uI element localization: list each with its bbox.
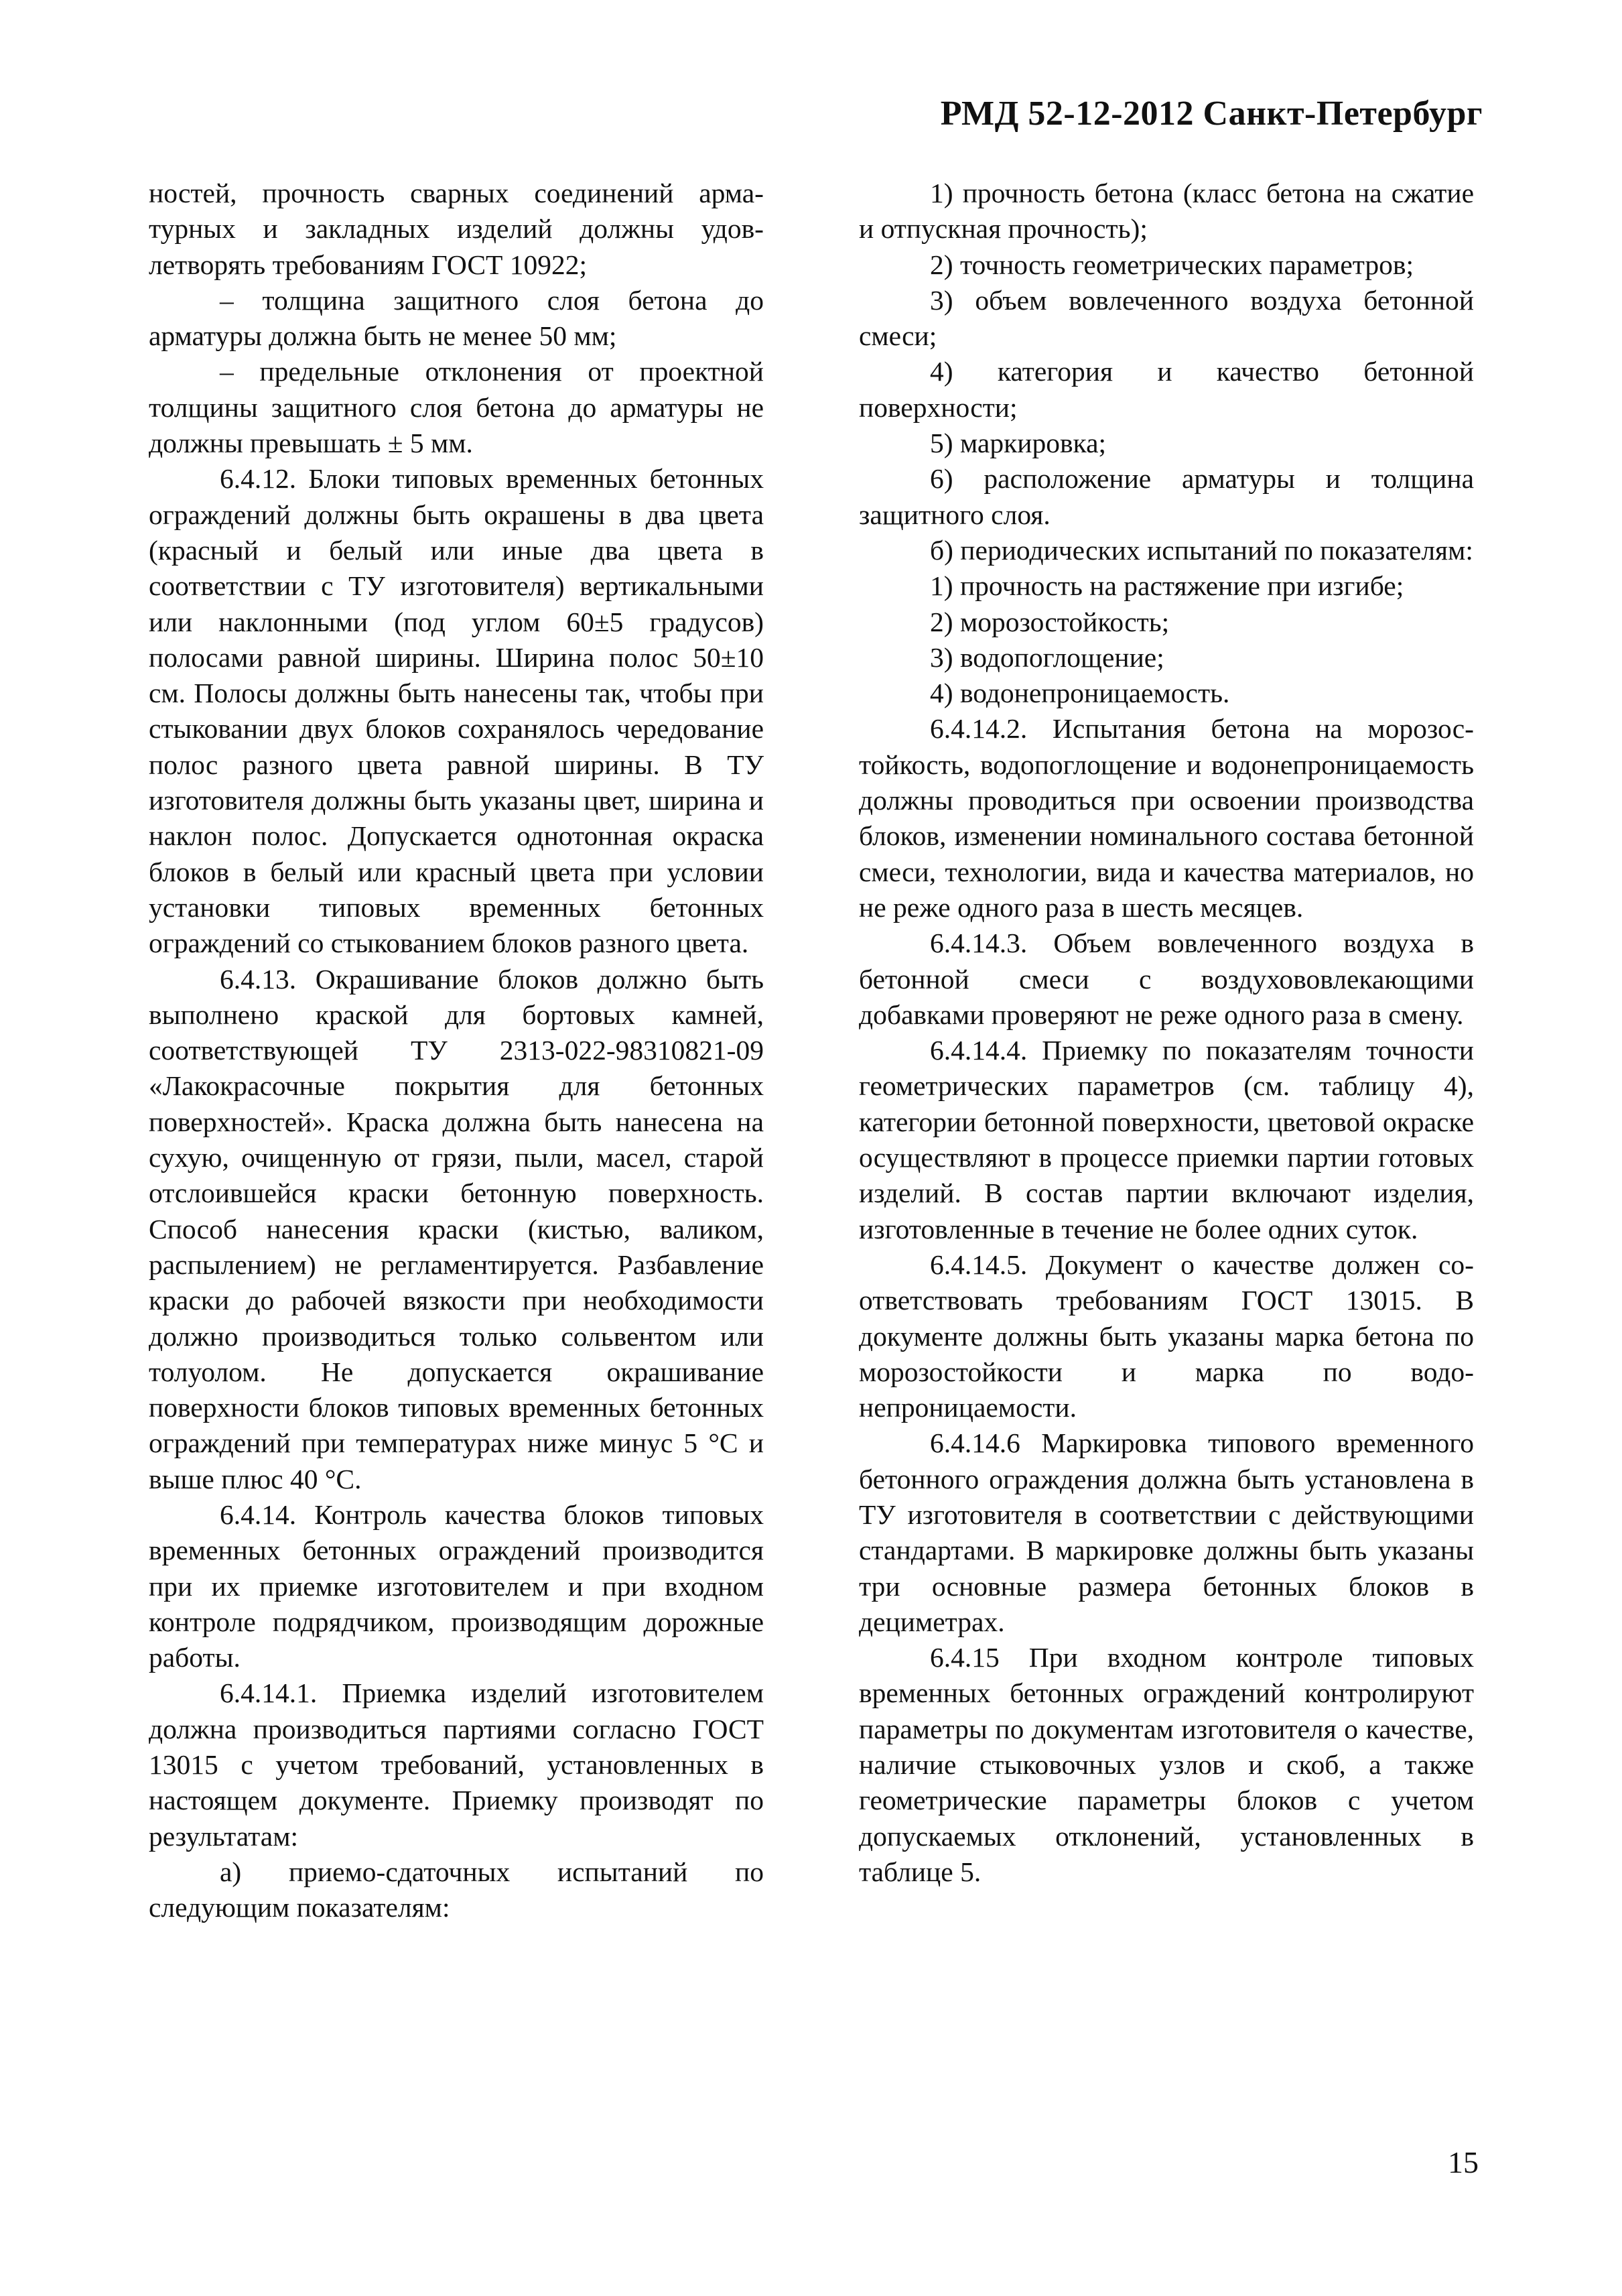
paragraph-6-4-14-4: 6.4.14.4. Приемку по показателям точности геометрических параметров (см. таблицу 4), категории бетонной поверхности, цветовой окраске осуществляют в процессе приемки партии готовых изделий. В состав партии включают изделия, изготовленные в течение не более одних суток. (859, 1035, 1474, 1245)
paragraph-6-4-12: 6.4.12. Блоки типовых временных бетонных ограждений должны быть окрашены в два цвета (красный и белый или иные два цвета в соответствии с ТУ изготовителя) вертикальными или наклонными (под углом 60±5 градусов) полосами равной ширины. Ширина полос 50±10 см. Полосы должны быть нанесены так, чтобы при стыковании двух блоков сохранялось чередование полос разного цвета равной ширины. В ТУ изготовителя должны быть указаны цвет, ширина и наклон полос. Допускается однотонная окраска блоков в белый или красный цвета при условии установки типовых временных бетонных ограждений со стыкованием блоков разного цвета. (149, 463, 764, 959)
list-item: 3) водопоглощение; (930, 641, 1164, 673)
list-item: 5) маркировка; (930, 428, 1107, 459)
paragraph-6-4-15: 6.4.15 При входном контроле типовых временных бетонных ограждений контролируют параметры по документам изготовителя о качестве, наличие стыковочных узлов и скоб, а также геометрические параметры блоков с учетом допускаемых отклонений, установленных в таблице 5. (859, 1642, 1474, 1887)
list-item: 4) категория и качество бетонной поверхности; (859, 356, 1474, 423)
paragraph-6-4-13: 6.4.13. Окрашивание блоков должно быть выполнено краской для бортовых камней, соответствующей ТУ 2313-022-98310821-09 «Лакокрасочные покрытия для бетонных поверхностей». Краска должна быть нанесена на сухую, очищенную от грязи, пыли, масел, старой отслоившейся краски бетонную поверхность. Способ нанесения краски (кистью, валиком, распылением) не регламентируется. Разбавление краски до рабочей вязкости при необходимости должно производиться только сольвентом или толуолом. Не допускается окрашивание поверхности блоков типовых временных бетонных ограждений при температурах ниже минус 5 °С и выше плюс 40 °С. (149, 963, 764, 1494)
paragraph: ностей, прочность сварных соединений арматурных и закладных изделий должны удовлетворять требованиям ГОСТ 10922; (149, 178, 764, 280)
list-item: 3) объем вовлеченного воздуха бетонной смеси; (859, 284, 1474, 352)
list-item: 4) водонепроницаемость. (930, 678, 1230, 709)
paragraph-6-4-14-1: 6.4.14.1. Приемка изделий изготовителем должна производиться партиями согласно ГОСТ 13015 с учетом требований, установленных в настоящем документе. Приемку производят по результатам: (149, 1677, 764, 1852)
paragraph-6-4-14-6: 6.4.14.6 Маркировка типового временного бетонного ограждения должна быть установлена в ТУ изготовителя в соответствии с действующими стандартами. В маркировке должны быть указаны три основные размера бетонных блоков в дециметрах. (859, 1427, 1474, 1637)
paragraph-6-4-14-5: 6.4.14.5. Документ о качестве должен соответствовать требованиям ГОСТ 13015. В документе должны быть указаны марка бетона по морозостойкости и марка по водонепроницаемости. (859, 1249, 1474, 1423)
list-item: а) приемо-сдаточных испытаний по следующим показателям: (149, 1856, 764, 1923)
right-column (859, 176, 1474, 1890)
list-item: 1) прочность на растяжение при изгибе; (930, 570, 1404, 602)
list-item: 1) прочность бетона (класс бетона на сжатие и отпускная прочность); (859, 178, 1474, 245)
list-item: 2) морозостойкость; (930, 606, 1170, 637)
paragraph-6-4-14: 6.4.14. Контроль качества блоков типовых временных бетонных ограждений производится при их приемке изготовителем и при входном контроле подрядчиком, производящим дорожные работы. (149, 1498, 764, 1673)
paragraph-6-4-14-2: 6.4.14.2. Испытания бетона на морозостойкость, водопоглощение и водонепроницаемость должны проводиться при освоении производства блоков, изменении номинального состава бетонной смеси, технологии, вида и качества материалов, но не реже одного раза в шесть месяцев. (859, 713, 1474, 923)
page-number: 15 (1448, 2145, 1479, 2179)
left-column (149, 176, 764, 1926)
list-item: 6) расположение арматуры и толщина защитного слоя. (859, 463, 1474, 530)
paragraph: – толщина защитного слоя бетона до арматуры должна быть не менее 50 мм; (149, 284, 764, 352)
list-item: 2) точность геометрических параметров; (930, 249, 1414, 280)
paragraph-6-4-14-3: 6.4.14.3. Объем вовлеченного воздуха в бетонной смеси с воздухововлекающими добавками проверяют не реже одного раза в смену. (859, 928, 1474, 1030)
list-item: б) периодических испытаний по показателям: (930, 534, 1473, 566)
document-header: РМД 52-12-2012 Санкт-Петербург (940, 94, 1483, 133)
paragraph: – предельные отклонения от проектной толщины защитного слоя бетона до арматуры не должны превышать ± 5 мм. (149, 356, 764, 459)
